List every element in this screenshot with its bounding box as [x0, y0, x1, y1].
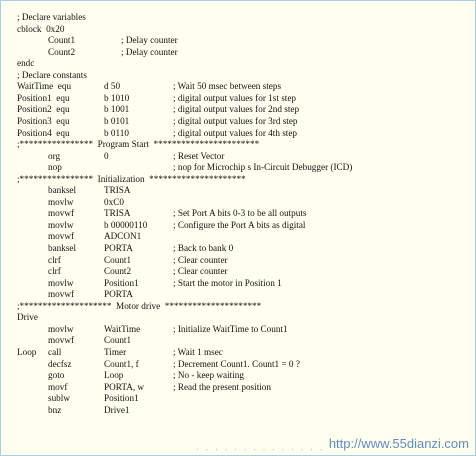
code-line: [1, 370, 475, 381]
comment-text: ; Start the motor in Position 1: [173, 277, 282, 288]
code-line: [1, 81, 475, 92]
code-line: [1, 324, 475, 335]
code-line: [1, 162, 475, 173]
comment-text: ; digital output values for 4th step: [173, 127, 298, 138]
code-line: [1, 255, 475, 266]
code-line: [1, 266, 475, 277]
operand-text: b 00000110: [104, 219, 148, 230]
comment-text: ; Configure the Port A bits as digital: [173, 219, 306, 230]
code-line: [1, 151, 475, 162]
label-text: Drive: [17, 312, 38, 323]
code-line: [1, 24, 475, 35]
banner-text: ;**************** Program Start ***********************: [17, 139, 260, 150]
code-line: [1, 335, 475, 346]
mnemonic-text: movlw: [48, 277, 74, 288]
label-text: cblock 0x20: [17, 23, 65, 34]
code-line: [1, 12, 475, 23]
mnemonic-text: nop: [48, 162, 62, 173]
mnemonic-text: movf: [48, 381, 68, 392]
operand-text: WaitTime: [104, 323, 141, 334]
code-line: [1, 393, 475, 404]
operand-text: Count1: [104, 335, 132, 346]
comment-text: ; Wait 1 msec: [173, 346, 223, 357]
operand-text: b 1010: [104, 92, 130, 103]
operand-text: PORTA: [104, 243, 133, 253]
operand-text: PORTA: [104, 289, 133, 300]
mnemonic-text: Count1: [48, 35, 76, 46]
comment-text: ; nop for Microchip s In-Circuit Debugger (ICD): [173, 162, 353, 173]
code-line: [1, 185, 475, 196]
operand-text: TRISA: [104, 208, 131, 219]
comment-text: ; Delay counter: [121, 35, 178, 46]
operand-text: b 1001: [104, 104, 130, 115]
comment-text: ; Delay counter: [121, 46, 178, 57]
operand-text: 0xC0: [104, 196, 124, 207]
comment-text: ; Read the present position: [173, 381, 271, 392]
code-line: [1, 359, 475, 370]
mnemonic-text: banksel: [48, 243, 77, 253]
code-line: [1, 197, 475, 208]
comment-text: ; No - keep waiting: [173, 370, 244, 381]
label-text: ; Declare constants: [17, 69, 87, 80]
operand-text: TRISA: [104, 185, 131, 196]
mnemonic-text: call: [48, 346, 62, 357]
code-line: [1, 93, 475, 104]
label-text: Position2 equ: [17, 104, 70, 115]
comment-text: ; Decrement Count1. Count1 = 0 ?: [173, 358, 300, 369]
mnemonic-text: goto: [48, 370, 65, 381]
operand-text: Position1: [104, 393, 139, 404]
code-line: [1, 174, 475, 185]
code-line: [1, 128, 475, 139]
operand-text: ADCON1: [104, 231, 142, 242]
watermark: http://www.55dianzi.com: [328, 436, 469, 451]
mnemonic-text: clrf: [48, 254, 61, 265]
comment-text: ; digital output values for 2nd step: [173, 104, 300, 115]
code-line: [1, 243, 475, 254]
watermark-dots: · · · · · · · · · · · · · ·: [196, 444, 325, 454]
code-line: [1, 35, 475, 46]
mnemonic-text: Count2: [48, 46, 76, 57]
comment-text: ; digital output values for 3rd step: [173, 115, 298, 126]
operand-text: d 50: [104, 81, 121, 92]
comment-text: ; Clear counter: [173, 254, 228, 265]
code-line: [1, 220, 475, 231]
operand-text: Drive1: [104, 404, 130, 415]
comment-text: ; Set Port A bits 0-3 to be all outputs: [173, 208, 307, 219]
code-line: [1, 405, 475, 416]
code-line: [1, 231, 475, 242]
mnemonic-text: movlw: [48, 323, 74, 334]
code-line: [1, 104, 475, 115]
code-line: [1, 278, 475, 289]
code-line: [1, 382, 475, 393]
mnemonic-text: movwf: [48, 231, 75, 242]
mnemonic-text: decfsz: [48, 358, 72, 369]
comment-text: ; Initialize WaitTime to Count1: [173, 323, 288, 334]
operand-text: b 0110: [104, 127, 129, 138]
operand-text: Timer: [104, 346, 127, 357]
operand-text: b 0101: [104, 115, 130, 126]
code-line: [1, 312, 475, 323]
code-line: [1, 70, 475, 81]
banner-text: ;**************** Initialization *********************: [17, 173, 246, 184]
code-line: [1, 116, 475, 127]
operand-text: PORTA, w: [104, 381, 145, 392]
mnemonic-text: movlw: [48, 219, 74, 230]
code-line: [1, 139, 475, 150]
code-line: [1, 347, 475, 358]
comment-text: ; digital output values for 1st step: [173, 92, 296, 103]
operand-text: Count1, f: [104, 358, 139, 369]
mnemonic-text: banksel: [48, 185, 77, 196]
operand-text: Count2: [104, 266, 132, 277]
comment-text: ; Wait 50 msec between steps: [173, 81, 282, 92]
operand-text: Position1: [104, 277, 139, 288]
mnemonic-text: movlw: [48, 196, 74, 207]
code-line: [1, 58, 475, 69]
operand-text: Count1: [104, 254, 132, 265]
label-text: WaitTime equ: [17, 81, 72, 92]
mnemonic-text: movwf: [48, 208, 75, 219]
code-line: [1, 289, 475, 300]
comment-text: ; Clear counter: [173, 266, 228, 277]
comment-text: ; Back to bank 0: [173, 243, 234, 253]
mnemonic-text: sublw: [48, 393, 70, 404]
label-text: Position1 equ: [17, 92, 70, 103]
code-line: [1, 208, 475, 219]
mnemonic-text: org: [48, 150, 61, 161]
code-line: [1, 47, 475, 58]
mnemonic-text: movwf: [48, 335, 75, 346]
mnemonic-text: clrf: [48, 266, 61, 277]
mnemonic-text: bnz: [48, 404, 62, 415]
operand-text: Loop: [104, 370, 124, 381]
label-text: Loop: [17, 346, 37, 357]
label-text: Position3 equ: [17, 115, 70, 126]
operand-text: 0: [104, 150, 109, 161]
mnemonic-text: movwf: [48, 289, 75, 300]
label-text: ; Declare variables: [17, 12, 86, 22]
banner-text: ;******************** Motor drive *********************: [17, 300, 262, 311]
code-line: [1, 301, 475, 312]
comment-text: ; Reset Vector: [173, 150, 225, 161]
label-text: Position4 equ: [17, 127, 70, 138]
label-text: endc: [17, 58, 35, 69]
